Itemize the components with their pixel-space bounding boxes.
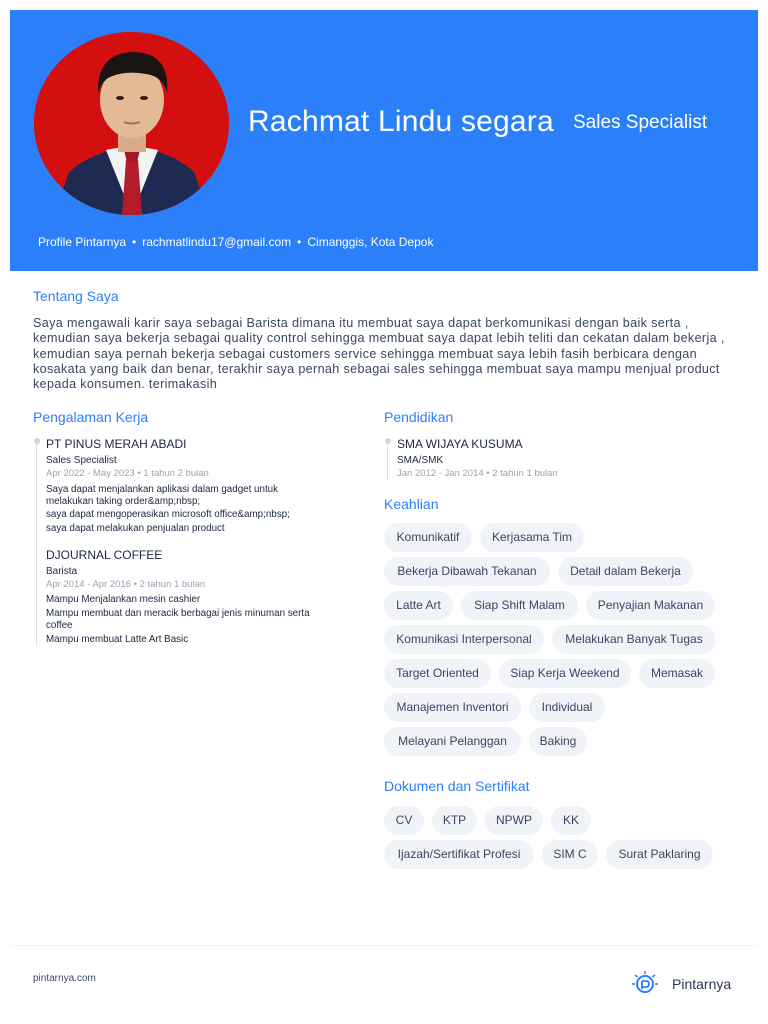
skill-chip: Baking	[529, 727, 587, 756]
experience-timeline	[36, 440, 39, 646]
job-period: Apr 2022 - May 2023 • 1 tahun 2 bulan	[46, 468, 209, 479]
school-name: SMA WIJAYA KUSUMA	[397, 437, 523, 451]
job-task: Saya dapat menjalankan aplikasi dalam gadget untuk melakukan taking order&amp;nbsp;	[46, 484, 279, 507]
profile-header	[10, 10, 758, 271]
document-chip: KK	[551, 806, 591, 835]
document-chip: Ijazah/Sertifikat Profesi	[384, 840, 534, 869]
job-task: Mampu membuat dan meracik berbagai jenis minuman serta coffee	[46, 608, 310, 631]
skill-chip: Melakukan Banyak Tugas	[552, 625, 716, 654]
skill-chip: Memasak	[639, 659, 715, 688]
skill-chip: Kerjasama Tim	[480, 523, 584, 552]
skill-chip: Manajemen Inventori	[384, 693, 521, 722]
skill-chip: Individual	[529, 693, 605, 722]
skills-title: Keahlian	[384, 496, 439, 512]
profile-name: Rachmat Lindu segara	[248, 105, 554, 138]
job-position: Barista	[46, 566, 78, 577]
footer-url[interactable]: pintarnya.com	[33, 973, 96, 984]
job-task: saya dapat mengoperasikan microsoft office&amp;nbsp;	[46, 509, 290, 520]
job-task: Mampu Menjalankan mesin cashier	[46, 594, 201, 605]
pintarnya-logo-icon	[631, 969, 659, 997]
timeline-dot	[385, 438, 391, 444]
about-text: Saya mengawali karir saya sebagai Barista dimana itu membuat saya dapat berkomunikasi dengan baik serta , kemudian saya bekerja sebagai quality control sehingga membuat saya dapat lebih teliti dan cekatan dalam bekerja , kemudian saya pernah bekerja sebagai customers service sehingga membuat saya lebih fasih berbicara dengan kosakata yang baik dan benar, terakhir saya pernah sebagai sales sehingga membuat saya mampu menjual product kepada konsumen. terimakasih	[33, 316, 725, 392]
job-company: DJOURNAL COFFEE	[46, 548, 163, 562]
footer-divider	[10, 945, 758, 946]
timeline-dot	[34, 438, 40, 444]
skill-chip: Siap Shift Malam	[461, 591, 578, 620]
skill-chip: Siap Kerja Weekend	[499, 659, 631, 688]
education-timeline	[387, 440, 390, 480]
skill-chip: Bekerja Dibawah Tekanan	[384, 557, 550, 586]
document-chip: NPWP	[485, 806, 543, 835]
skill-chip: Target Oriented	[384, 659, 491, 688]
profile-photo	[34, 32, 229, 215]
profile-role: Sales Specialist	[573, 112, 708, 133]
school-level: SMA/SMK	[397, 455, 444, 466]
skill-chip: Komunikasi Interpersonal	[384, 625, 544, 654]
education-title: Pendidikan	[384, 409, 454, 425]
job-company: PT PINUS MERAH ABADI	[46, 437, 187, 451]
job-period: Apr 2014 - Apr 2016 • 2 tahun 1 bulan	[46, 579, 206, 590]
school-period: Jan 2012 - Jan 2014 • 2 tahun 1 bulan	[397, 468, 558, 479]
job-task: saya dapat melakukan penjualan product	[46, 523, 225, 534]
skill-chip: Komunikatif	[384, 523, 472, 552]
document-chip: SIM C	[542, 840, 598, 869]
separator-dot: •	[297, 235, 302, 249]
skill-chip: Melayani Pelanggan	[384, 727, 521, 756]
job-position: Sales Specialist	[46, 455, 117, 466]
separator-dot: •	[132, 235, 137, 249]
document-chip: KTP	[432, 806, 477, 835]
experience-title: Pengalaman Kerja	[33, 409, 149, 425]
profile-link[interactable]: Profile Pintarnya	[38, 235, 127, 249]
skill-chip: Detail dalam Bekerja	[558, 557, 693, 586]
document-chip: Surat Paklaring	[606, 840, 713, 869]
about-title: Tentang Saya	[33, 288, 119, 304]
location-text: Cimanggis, Kota Depok	[307, 235, 434, 249]
documents-title: Dokumen dan Sertifikat	[384, 778, 530, 794]
skill-chip: Latte Art	[384, 591, 453, 620]
contact-bar	[38, 235, 433, 249]
email-link[interactable]: rachmatlindu17@gmail.com	[142, 235, 292, 249]
footer-brand: Pintarnya	[672, 976, 732, 992]
job-task: Mampu membuat Latte Art Basic	[46, 634, 189, 645]
document-chip: CV	[384, 806, 424, 835]
skill-chip: Penyajian Makanan	[586, 591, 715, 620]
